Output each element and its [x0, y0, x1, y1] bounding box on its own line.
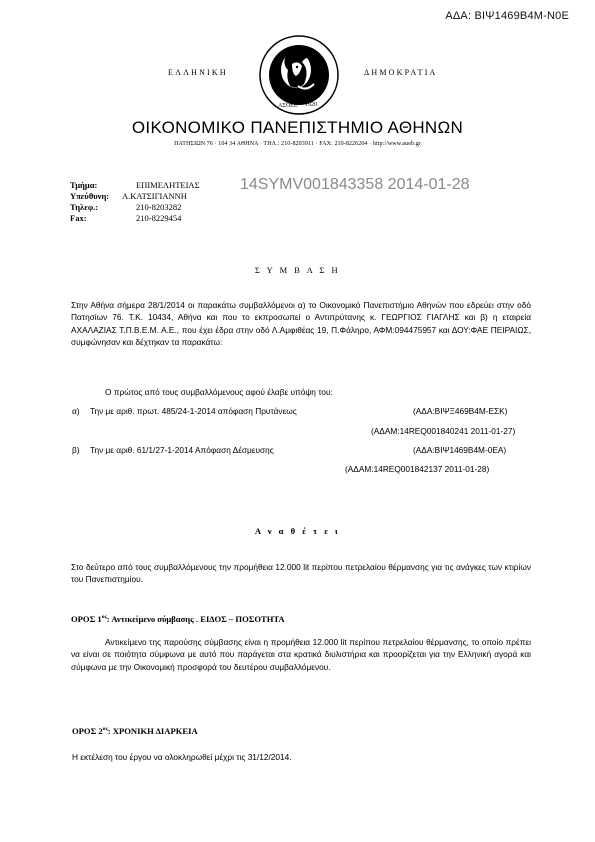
department-value: ΕΠΙΜΕΛΗΤΕΙΑΣ [136, 180, 200, 190]
item-a-letter: α) [72, 406, 80, 416]
responsible-row [70, 191, 200, 202]
item-b-ada: (ΑΔΑ:ΒΙΨ1469Β4Μ-0ΕΑ) [413, 445, 507, 455]
department-label: Τμήμα: [70, 180, 98, 190]
university-name: ΟΙΚΟΝΟΜΙΚΟ ΠΑΝΕΠΙΣΤΗΜΙΟ ΑΘΗΝΩΝ [131, 118, 464, 137]
term2-paragraph: Η εκτέλεση του έργου να ολοκληρωθεί μέχρι τις 31/12/2014. [72, 752, 292, 762]
contact-block [70, 180, 200, 224]
ada-code-top: ΑΔΑ: ΒΙΨ1469Β4Μ-Ν0Ε [445, 10, 569, 22]
item-b-text: Την με αριθ. 61/1/27-1-2014 Απόφαση Δέσμευσης [90, 445, 274, 455]
term2-heading-prefix: ΟΡΟΣ 2 [72, 726, 103, 736]
fax-row [70, 213, 200, 224]
term1-heading-prefix: ΟΡΟΣ 1 [71, 614, 102, 624]
item-b-adam: (ΑΔΑΜ:14REQ001842137 2011-01-28) [345, 464, 490, 474]
seal-acronym: ΑΣΟΕΕ [278, 103, 298, 109]
item-a-adam: (ΑΔΑΜ:14REQ001840241 2011-01-27) [371, 426, 516, 436]
protocol-number: 14SYMV001843358 2014-01-28 [240, 176, 470, 193]
assigns-heading: Α ν α θ έ τ ε ι [254, 526, 341, 536]
term2-heading-sup: ος [102, 726, 108, 733]
fax-value: 210-8229454 [136, 213, 182, 223]
item-a-text: Την με αριθ. πρωτ. 485/24-1-2014 απόφαση Πρυτάνεως [90, 406, 297, 416]
term1-heading [71, 614, 285, 624]
term1-heading-sup: ος [101, 614, 107, 621]
country-name-right: ΔΗΜΟΚΡΑΤΙΑ [364, 68, 438, 77]
department-row [70, 180, 200, 191]
responsible-label: Υπεύθυνη: [70, 191, 110, 201]
fax-label: Fax: [70, 213, 87, 223]
country-name-left: ΕΛΛΗΝΙΚΗ [168, 68, 228, 77]
item-b-letter: β) [72, 445, 80, 455]
phone-label: Τηλεφ.: [70, 202, 99, 212]
term2-heading [72, 726, 198, 736]
intro-paragraph: Στην Αθήνα σήμερα 28/1/2014 οι παρακάτω συμβαλλόμενοι α) το Οικονομικό Πανεπιστήμιο Αθηνών που εδρεύει στην οδό Πατησίων 76. Τ.Κ. 10434, Αθήνα και που το εκπροσωπεί ο Αντιπρύτανης κ. ΓΕΩΡΓΙΟΣ ΓΙΑΓΛΗΣ και β) η εταιρεία ΑΧΑΛΑΖΙΑΣ Τ.Π.Β.Ε.Μ. Α.Ε., που έχει έδρα στην οδό Λ.Αμφιθέας 19, Π.Φάληρο, ΑΦΜ:094475957 και ΔΟΥ:ΦΑΕ ΠΕΙΡΑΙΩΣ, συμφώνησαν και δέχτηκαν τα παρακάτω: [71, 300, 531, 347]
term2-heading-rest: : ΧΡΟΝΙΚΗ ΔΙΑΡΚΕΙΑ [107, 726, 198, 736]
university-address: ΠΑΤΗΣΙΩΝ 76 · 104 34 ΑΘΗΝΑ · ΤΗΛ.: 210-8203911 · FAX: 210-8226204 · http://www.aueb.gr [174, 141, 421, 147]
item-a-ada: (ΑΔΑ:ΒΙΨΞ469Β4Μ-ΕΣΚ) [413, 406, 508, 416]
assigns-paragraph: Στο δεύτερο από τους συμβαλλόμενους την προμήθεια 12.000 lit περίπου πετρελαίου θέρμανσης για τις ανάγκες των κτιρίων του Πανεπιστημίου. [71, 562, 531, 585]
seal-year: 1920 [305, 102, 317, 108]
university-seal-logo [258, 34, 340, 116]
phone-row [70, 202, 200, 213]
first-party-line: Ο πρώτος από τους συμβαλλόμενους αφού έλαβε υπόψη του: [105, 387, 333, 397]
phone-value: 210-8203282 [136, 202, 182, 212]
document-title: Σ Υ Μ Β Α Σ Η [254, 265, 341, 275]
term1-heading-rest: : Αντικείμενο σύμβασης . ΕΙΔΟΣ – ΠΟΣΟΤΗΤΑ [106, 614, 285, 624]
responsible-value: Α.ΚΑΤΣΙΓΙΑΝΝΗ [122, 191, 187, 201]
term1-paragraph: Αντικείμενο της παρούσης σύμβασης είναι η προμήθεια 12.000 lit περίπου πετρελαίου θέρμανσης, το οποίο πρέπει να είναι σε ποιότητα σύμφωνα με αυτό που παράγεται στα κρατικά διυλιστήρια και προορίζεται για την Ελληνική αγορά και σύμφωνα με την Οικονομική προσφορά του δευτέρου συμβαλλόμενου. [71, 637, 531, 672]
